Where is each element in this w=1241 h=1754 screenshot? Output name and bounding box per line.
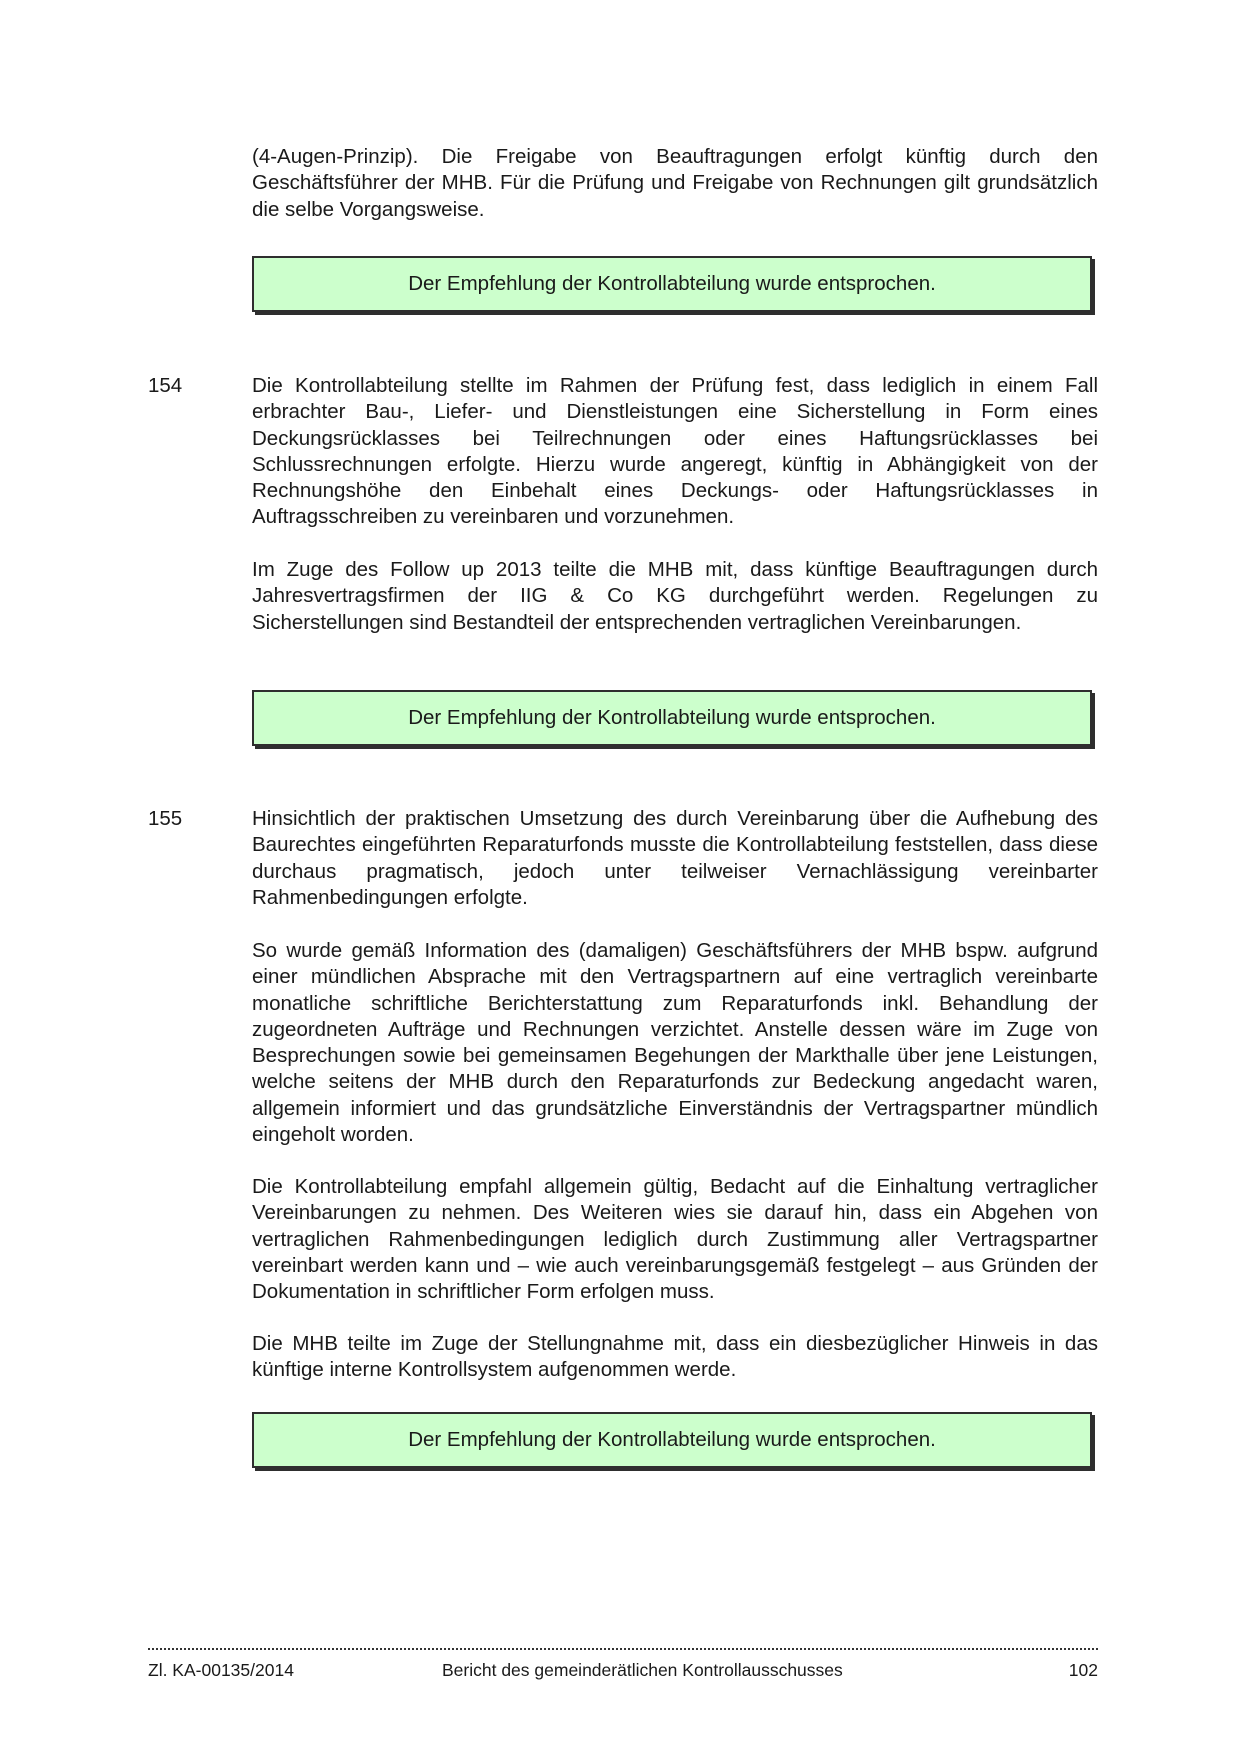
recommendation-box-1: Der Empfehlung der Kontrollabteilung wurde entsprochen. (252, 256, 1092, 312)
footer-divider (148, 1638, 1098, 1650)
footer-title: Bericht des gemeinderätlichen Kontrollausschusses (442, 1660, 843, 1680)
paragraph-155-response: Die MHB teilte im Zuge der Stellungnahme mit, dass ein diesbezüglicher Hinweis in das künftige interne Kontrollsystem aufgenommen werde. (252, 1332, 1098, 1382)
paragraph-continuation: (4-Augen-Prinzip). Die Freigabe von Beauftragungen erfolgt künftig durch den Geschäftsführer der MHB. Für die Prüfung und Freigabe von Rechnungen gilt grundsätzlich die selbe Vorgangsweise. (252, 145, 1098, 221)
paragraph-154-finding: Die Kontrollabteilung stellte im Rahmen der Prüfung fest, dass lediglich in einem Fall erbrachter Bau-, Liefer- und Dienstleistungen eine Sicherstellung in Form eines Deckungsrücklasses bei Teilrechnungen oder eines Haftungsrücklasses bei Schlussrechnungen erfolgte. Hierzu wurde angeregt, künftig in Abhängigkeit von der Rechnungshöhe den Einbehalt eines Deckungs- oder Haftungsrücklasses in Auftragsschreiben zu vereinbaren und vorzunehmen. (252, 374, 1098, 529)
recommendation-box-2: Der Empfehlung der Kontrollabteilung wurde entsprochen. (252, 690, 1092, 746)
paragraph-155-finding: Hinsichtlich der praktischen Umsetzung des durch Vereinbarung über die Aufhebung des Baurechtes eingeführten Reparaturfonds musste die Kontrollabteilung feststellen, dass diese durchaus pragmatisch, jedoch unter teilweiser Vernachlässigung vereinbarter Rahmenbedingungen erfolgte. (252, 807, 1098, 909)
paragraph-155-recommendation: Die Kontrollabteilung empfahl allgemein gültig, Bedacht auf die Einhaltung vertraglicher Vereinbarungen zu nehmen. Des Weiteren wies sie darauf hin, dass ein Abgehen von vertraglichen Rahmenbedingungen lediglich durch Zustimmung aller Vertragspartner vereinbart werden kann und – wie auch vereinbarungsgemäß festgelegt – aus Gründen der Dokumentation in schriftlicher Form erfolgen muss. (252, 1175, 1098, 1304)
recommendation-box-3: Der Empfehlung der Kontrollabteilung wurde entsprochen. (252, 1412, 1092, 1468)
paragraph-154-response: Im Zuge des Follow up 2013 teilte die MHB mit, dass künftige Beauftragungen durch Jahresvertragsfirmen der IIG & Co KG durchgeführt werden. Regelungen zu Sicherstellungen sind Bestandteil der entsprechenden vertraglichen Vereinbarungen. (252, 558, 1098, 634)
paragraph-number-154: 154 (148, 374, 183, 397)
paragraph-number-155: 155 (148, 807, 183, 830)
paragraph-155-details: So wurde gemäß Information des (damaligen) Geschäftsführers der MHB bspw. aufgrund einer mündlichen Absprache mit den Vertragspartnern auf eine vertraglich vereinbarte monatliche schriftliche Berichterstattung zum Reparaturfonds inkl. Behandlung der zugeordneten Aufträge und Rechnungen verzichtet. Anstelle dessen wäre im Zuge von Besprechungen sowie bei gemeinsamen Begehungen der Markthalle über jene Leistungen, welche seitens der MHB durch den Reparaturfonds zur Bedeckung angedacht waren, allgemein informiert und das grundsätzliche Einverständnis der Vertragspartner mündlich eingeholt worden. (252, 939, 1098, 1147)
footer-page-number: 102 (1068, 1660, 1098, 1680)
footer-reference: Zl. KA-00135/2014 (148, 1660, 294, 1680)
